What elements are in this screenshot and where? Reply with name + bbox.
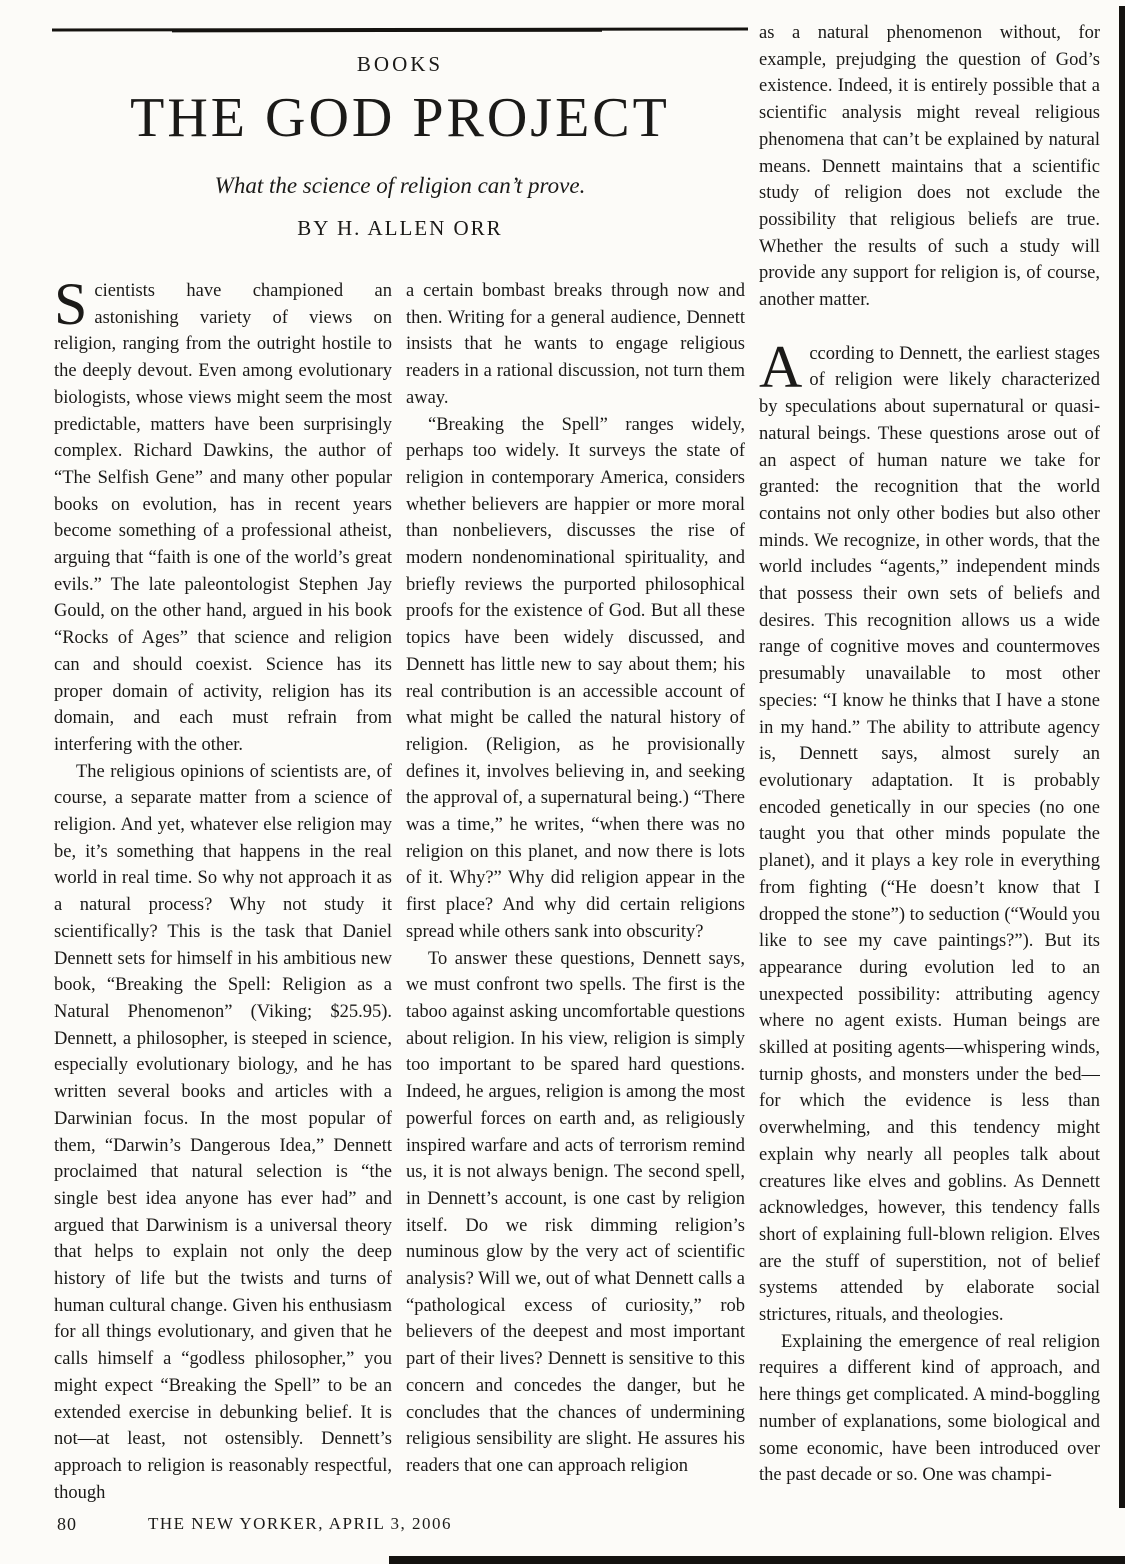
paragraph-text: cientists have championed an astonishing variety of views on religion, ranging from the outright hostile to the deeply devout. Even among evolutionary biologists, whose views might seem the most predictable, matters have been surprisingly complex. Richard Dawkins, the author of “The Selfish Gene” and many other popular books on evolution, has in recent years become something of a professional atheist, arguing that “faith is one of the world’s great evils.” The late paleontologist Stephen Jay Gould, on the other hand, argued in his book “Rocks of Ages” that science and religion can and should coexist. Science has its proper domain of activity, religion has its domain, and each must refrain from interfering with the other. <box>54 281 392 755</box>
article-paragraph: “Breaking the Spell” ranges widely, perhaps too widely. It surveys the state of religion in contemporary America, considers whether believers are happier or more moral than nonbelievers, discusses the rise of modern nondenominational spirituality, and briefly reviews the purported philosophical proofs for the existence of God. But all these topics have been widely discussed, and Dennett has little new to say about them; his real contribution is an accessible account of what might be called the natural history of religion. (Religion, as he provisionally defines it, involves believing in, and seeking the approval of, a supernatural being.) “There was a time,” he writes, “when there was no religion on this planet, and now there is lots of it. Why?” Why did religion appear in the first place? And why did certain religions spread while others sank into obscurity? <box>406 414 745 942</box>
article-paragraph: To answer these questions, Dennett says, we must confront two spells. The first is the taboo against asking uncomfortable questions about religion. In his view, religion is simply too important to be spared hard questions. Indeed, he argues, religion is among the most powerful forces on earth and, as religiously inspired warfare and acts of terrorism remind us, it is not always benign. The second spell, in Dennett’s account, is one cast by religion itself. Do we risk dimming religion’s numinous glow by the very act of scientific analysis? Will we, out of what Dennett calls a “pathological excess of curiosity,” rob believers of the deepest and most important part of their lives? Dennett is sensitive to this concern and concedes the danger, but he concludes that the chances of undermining religious sensibility are slight. He assures his readers that one can approach religion <box>406 948 745 1476</box>
article-paragraph: Explaining the emergence of real religion requires a different kind of approach, and here things get complicated. A mind-boggling number of explanations, some biological and some economic, have been introduced over the past decade or so. One was champi- <box>759 1331 1100 1486</box>
footer-magazine-title: THE NEW YORKER, APRIL 3, 2006 <box>148 1514 453 1533</box>
scan-edge-bottom <box>389 1556 1125 1564</box>
article-byline: BY H. ALLEN ORR <box>297 216 503 240</box>
article-column-1 <box>54 278 392 1506</box>
article-paragraph: The religious opinions of scientists are, of course, a separate matter from a science of religion. And yet, whatever else religion may be, it’s something that happens in the real world in real time. So why not approach it as a natural process? Why not study it scientifically? This is the task that Daniel Dennett sets for himself in his ambitious new book, “Breaking the Spell: Religion as a Natural Phenomenon” (Viking; $25.95). Dennett, a philosopher, is steeped in science, especially evolutionary biology, and he has written several books and articles with a Darwinian focus. In the most popular of them, “Darwin’s Dangerous Idea,” Dennett proclaimed that natural selection is “the single best idea anyone has ever had” and argued that Darwinism is a universal theory that helps to explain not only the deep history of life but the twists and turns of human cultural change. Given his enthusiasm for all things evolutionary, and given that he calls himself a “godless philosopher,” you might expect “Breaking the Spell” to be an extended exercise in debunking belief. It is not—at least, not ostensibly. Dennett’s approach to religion is reasonably respectful, though <box>54 761 392 1503</box>
scan-edge-right <box>1119 6 1125 1508</box>
footer-page-number: 80 <box>57 1514 77 1534</box>
article-column-3 <box>759 20 1100 1502</box>
section-label: BOOKS <box>356 52 444 76</box>
article-paragraph: a certain bombast breaks through now and then. Writing for a general audience, Dennett insists that he wants to engage religious readers in a rational discussion, not turn them away. <box>406 281 745 408</box>
article-paragraph <box>759 333 1100 1329</box>
article-paragraph <box>54 278 392 759</box>
article-subtitle: What the science of religion can’t prove. <box>214 173 586 198</box>
article-paragraph: as a natural phenomenon without, for example, prejudging the question of God’s existence. Indeed, it is entirely possible that a scientific analysis might reveal religious phenomena that can’t be explained by natural means. Dennett maintains that a scientific study of religion does not exclude the possibility that religious beliefs are true. Whether the results of such a study will provide any support for religion is, of course, another matter. <box>759 23 1100 311</box>
drop-cap: A <box>759 333 803 400</box>
paragraph-text: ccording to Dennett, the earliest stages of religion were likely characterized by speculations about supernatural or quasi-natural beings. These questions arose out of an aspect of human nature we take for granted: the recognition that the world contains not only other bodies but also other minds. We recognize, in other words, that the world includes “agents,” independent minds that possess their own sets of beliefs and desires. This recognition allows us a wide range of cognitive moves and countermoves presumably unavailable to most other species: “I know he thinks that I have a stone in my hand.” The ability to attribute agency is, Dennett says, almost surely an evolutionary adaptation. It is probably encoded genetically in our species (no one taught you that other minds populate the planet), and it plays a key role in everything from fighting (“He doesn’t know that I dropped the stone”) to seduction (“Would you like to see my cave paintings?”). But its appearance during evolution led to an unexpected possibility: attributing agency where no agent exists. Human beings are skilled at positing agents—whispering winds, turnip ghosts, and monsters under the bed—for which the evidence is less than overwhelming, and this tendency might explain why nearly all peoples talk about creatures like elves and goblins. As Dennett acknowledges, however, this tendency falls short of explaining full-blown religion. Elves are the stuff of superstition, not of belief systems attended by elaborate social strictures, rituals, and theologies. <box>759 343 1100 1326</box>
article-header <box>54 0 746 260</box>
drop-cap: S <box>54 278 88 337</box>
article-column-2 <box>406 278 745 1506</box>
article-title: THE GOD PROJECT <box>130 87 670 149</box>
